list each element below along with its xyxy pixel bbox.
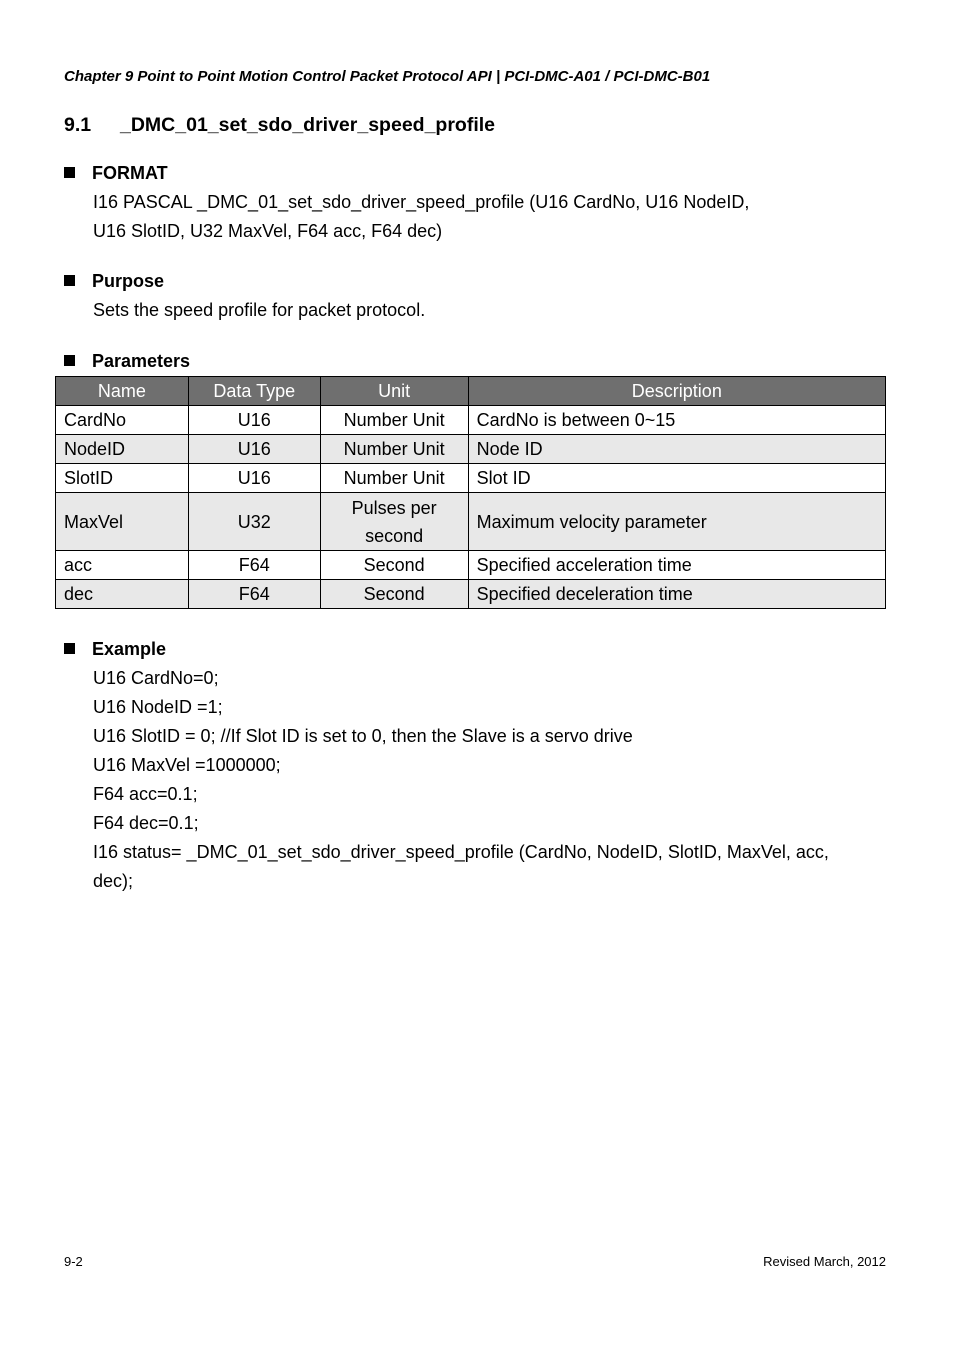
- param-name: dec: [56, 580, 189, 609]
- purpose-heading: [64, 271, 164, 292]
- example-line: U16 SlotID = 0; //If Slot ID is set to 0, then the Slave is a servo drive: [93, 726, 633, 746]
- purpose-heading-label: Purpose: [92, 271, 165, 291]
- table-row: [56, 551, 886, 580]
- column-header-data-type: Data Type: [188, 377, 320, 406]
- param-name: CardNo: [56, 406, 189, 435]
- example-line: dec);: [93, 871, 134, 891]
- table-header-row: [56, 377, 886, 406]
- param-unit-text: Pulses per second: [351, 497, 437, 546]
- revision-date: Revised March, 2012: [763, 1254, 886, 1269]
- format-line: U16 SlotID, U32 MaxVel, F64 acc, F64 dec): [93, 221, 443, 241]
- bullet-square-icon: [64, 167, 75, 178]
- param-unit: Number Unit: [320, 406, 468, 435]
- example-line: F64 dec=0.1;: [93, 813, 199, 833]
- purpose-text: [93, 296, 893, 325]
- example-heading-label: Example: [92, 639, 167, 659]
- example-line: U16 CardNo=0;: [93, 668, 219, 688]
- column-header-unit: Unit: [320, 377, 468, 406]
- param-description: Maximum velocity parameter: [468, 493, 885, 551]
- param-type: U16: [188, 435, 320, 464]
- bullet-square-icon: [64, 275, 75, 286]
- example-line: U16 NodeID =1;: [93, 697, 223, 717]
- section-title: [64, 114, 495, 137]
- column-header-name: Name: [56, 377, 189, 406]
- param-description: Slot ID: [468, 464, 885, 493]
- param-description: Specified acceleration time: [468, 551, 885, 580]
- bullet-square-icon: [64, 355, 75, 366]
- chapter-header: Chapter 9 Point to Point Motion Control Packet Protocol API | PCI-DMC-A01 / PCI-DMC-B01: [64, 68, 711, 85]
- param-description: Node ID: [468, 435, 885, 464]
- parameters-heading-label: Parameters: [92, 351, 191, 371]
- format-line: I16 PASCAL _DMC_01_set_sdo_driver_speed_profile (U16 CardNo, U16 NodeID,: [93, 192, 750, 212]
- table-row: [56, 435, 886, 464]
- param-type: F64: [188, 551, 320, 580]
- format-heading: [64, 163, 168, 184]
- param-unit: Number Unit: [320, 435, 468, 464]
- param-unit: Second: [320, 551, 468, 580]
- param-type: U16: [188, 464, 320, 493]
- param-unit: Number Unit: [320, 464, 468, 493]
- section-number: 9.1: [64, 114, 92, 136]
- param-unit: Second: [320, 580, 468, 609]
- example-code: [93, 664, 893, 896]
- example-heading: [64, 639, 166, 660]
- param-name: MaxVel: [56, 493, 189, 551]
- param-description: CardNo is between 0~15: [468, 406, 885, 435]
- table-row: [56, 493, 886, 551]
- example-line: I16 status= _DMC_01_set_sdo_driver_speed_profile (CardNo, NodeID, SlotID, MaxVel, acc,: [93, 842, 829, 862]
- column-header-description: Description: [468, 377, 885, 406]
- bullet-square-icon: [64, 643, 75, 654]
- parameters-table: [55, 376, 886, 609]
- table-row: [56, 580, 886, 609]
- page-number: 9-2: [64, 1254, 83, 1269]
- param-name: acc: [56, 551, 189, 580]
- format-signature: [93, 188, 893, 246]
- table-row: [56, 464, 886, 493]
- param-name: NodeID: [56, 435, 189, 464]
- param-name: SlotID: [56, 464, 189, 493]
- param-description: Specified deceleration time: [468, 580, 885, 609]
- param-unit: [320, 493, 468, 551]
- param-type: U32: [188, 493, 320, 551]
- purpose-line: Sets the speed profile for packet protocol.: [93, 300, 426, 320]
- param-type: U16: [188, 406, 320, 435]
- format-heading-label: FORMAT: [92, 163, 168, 183]
- example-line: F64 acc=0.1;: [93, 784, 198, 804]
- param-type: F64: [188, 580, 320, 609]
- section-title-text: _DMC_01_set_sdo_driver_speed_profile: [120, 114, 496, 136]
- parameters-heading: [64, 351, 190, 372]
- example-line: U16 MaxVel =1000000;: [93, 755, 281, 775]
- table-row: [56, 406, 886, 435]
